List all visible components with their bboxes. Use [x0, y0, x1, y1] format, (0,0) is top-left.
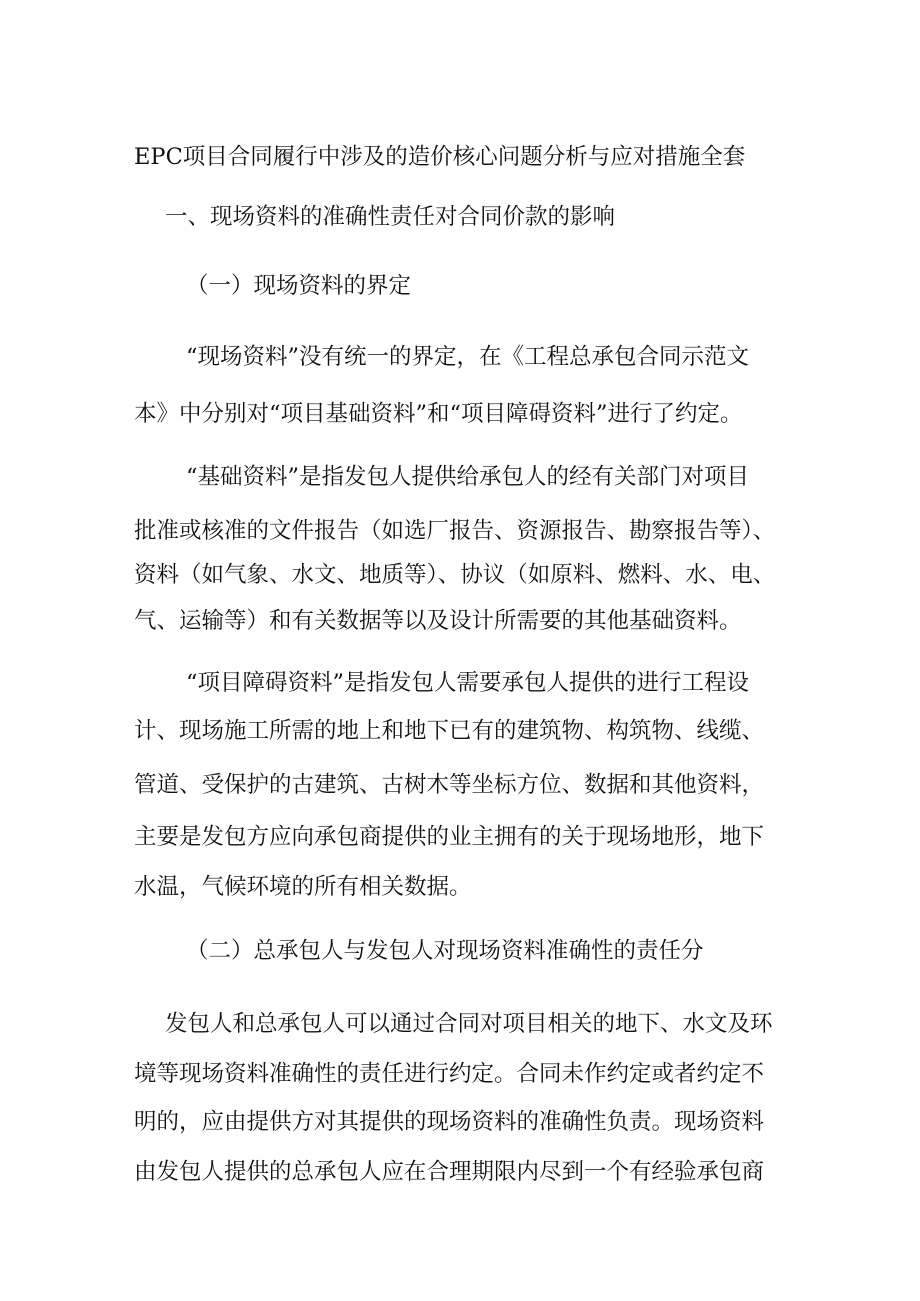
- paragraph-3-line-3: 管道、受保护的古建筑、古树木等坐标方位、数据和其他资料，: [134, 772, 765, 798]
- subsection-heading-2: （二）总承包人与发包人对现场资料准确性的责任分: [186, 938, 704, 964]
- paragraph-2-line-2: 批准或核准的文件报告（如选厂报告、资源报告、勘察报告等）、: [134, 518, 776, 544]
- paragraph-1-line-2: 本》中分别对“项目基础资料”和“项目障碍资料”进行了约定。: [134, 401, 743, 427]
- section-heading-1: 一、现场资料的准确性责任对合同价款的影响: [165, 204, 616, 230]
- paragraph-3-line-4: 主要是发包方应向承包商提供的业主拥有的关于现场地形，地下: [134, 824, 765, 850]
- paragraph-4-line-4: 由发包人提供的总承包人应在合理期限内尽到一个有经验承包商: [134, 1159, 765, 1185]
- paragraph-3-line-1: “项目障碍资料”是指发包人需要承包人提供的进行工程设: [186, 670, 750, 696]
- paragraph-4-line-2: 境等现场资料准确性的责任进行约定。合同未作约定或者约定不: [134, 1061, 765, 1087]
- paragraph-2-line-4: 气、运输等）和有关数据等以及设计所需要的其他基础资料。: [134, 608, 742, 634]
- paragraph-2-line-3: 资料（如气象、水文、地质等）、协议（如原料、燃料、水、电、: [134, 562, 776, 588]
- paragraph-1-line-1: “现场资料”没有统一的界定，在《工程总承包合同示范文: [186, 344, 750, 370]
- paragraph-2-line-1: “基础资料”是指发包人提供给承包人的经有关部门对项目: [186, 464, 750, 490]
- document-title: EPC项目合同履行中涉及的造价核心问题分析与应对措施全套: [134, 144, 746, 170]
- paragraph-4-line-1: 发包人和总承包人可以通过合同对项目相关的地下、水文及环: [165, 1011, 773, 1037]
- paragraph-3-line-2: 计、现场施工所需的地上和地下已有的建筑物、构筑物、线缆、: [134, 718, 765, 744]
- paragraph-3-line-5: 水温，气候环境的所有相关数据。: [134, 874, 472, 900]
- subsection-heading-1: （一）现场资料的界定: [186, 273, 412, 299]
- paragraph-4-line-3: 明的，应由提供方对其提供的现场资料的准确性负责。现场资料: [134, 1109, 765, 1135]
